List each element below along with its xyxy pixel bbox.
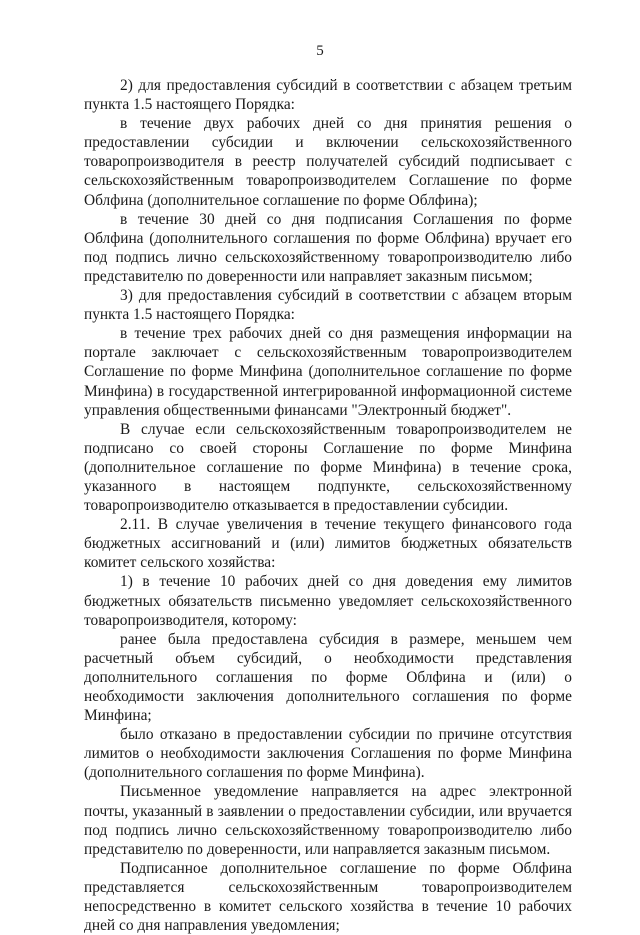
paragraph-subpoint-2: 2) для предоставления субсидий в соответствии с абзацем третьим пункта 1.5 настоящего Порядка:	[84, 77, 572, 114]
paragraph-written-notice: Письменное уведомление направляется на адрес электронной почты, указанный в заявлении о предоставлении субсидии, или вручается под подпись лично сельскохозяйственному товаропроизводителю либо представителю по доверенности, или направляется заказным письмом.	[84, 783, 572, 858]
paragraph-refusal: В случае если сельскохозяйственным товаропроизводителем не подписано со своей стороны Соглашение по форме Минфина (дополнительное соглашение по форме Минфина) в течение срока, указанного в настоящем подпункте, сельскохозяйственному товаропроизводителю отказывается в предоставлении субсидии.	[84, 420, 572, 515]
paragraph-signed-agreement: Подписанное дополнительное соглашение по форме Облфина представляется сельскохозяйственным товаропроизводителем непосредственно в комитет сельского хозяйства в течение 10 рабочих дней со дня направления уведомления;	[84, 859, 572, 935]
paragraph-notification: 1) в течение 10 рабочих дней со дня доведения ему лимитов бюджетных обязательств письменно уведомляет сельскохозяйственного товаропроизводителя, которому:	[84, 573, 572, 629]
page-number: 5	[316, 43, 324, 59]
paragraph-electronic-budget: в течение трех рабочих дней со дня размещения информации на портале заключает с сельскохозяйственным товаропроизводителем Соглашение по форме Минфина (дополнительное соглашение по форме Минфина) в государственной интегрированной информационной системе управления общественными финансами "Электронный бюджет".	[84, 325, 572, 419]
paragraph-subpoint-3: 3) для предоставления субсидий в соответствии с абзацем вторым пункта 1.5 настоящего Порядка:	[84, 287, 572, 324]
paragraph-smaller-subsidy: ранее была предоставлена субсидия в размере, меньшем чем расчетный объем субсидий, о необходимости представления дополнительного соглашения по форме Облфина и (или) о необходимости заключения дополнительного соглашения по форме Минфина;	[84, 630, 572, 725]
paragraph-refused-subsidy: было отказано в предоставлении субсидии по причине отсутствия лимитов о необходимости заключения Соглашения по форме Минфина (дополнительного соглашения по форме Минфина).	[84, 726, 572, 782]
paragraph-2-11: 2.11. В случае увеличения в течение текущего финансового года бюджетных ассигнований и (или) лимитов бюджетных обязательств комитет сельского хозяйства:	[84, 516, 572, 572]
paragraph-delivery-30-days: в течение 30 дней со дня подписания Соглашения по форме Облфина (дополнительного соглашения по форме Облфина) вручает его под подпись лично сельскохозяйственному товаропроизводителю либо представителю по доверенности или направляет заказным письмом;	[84, 210, 572, 285]
document-body	[84, 76, 572, 935]
paragraph-signing-two-days: в течение двух рабочих дней со дня принятия решения о предоставлении субсидии и включении сельскохозяйственного товаропроизводителя в реестр получателей субсидий подписывает с сельскохозяйственным товаропроизводителем Соглашение по форме Облфина (дополнительное соглашение по форме Облфина);	[84, 115, 572, 209]
